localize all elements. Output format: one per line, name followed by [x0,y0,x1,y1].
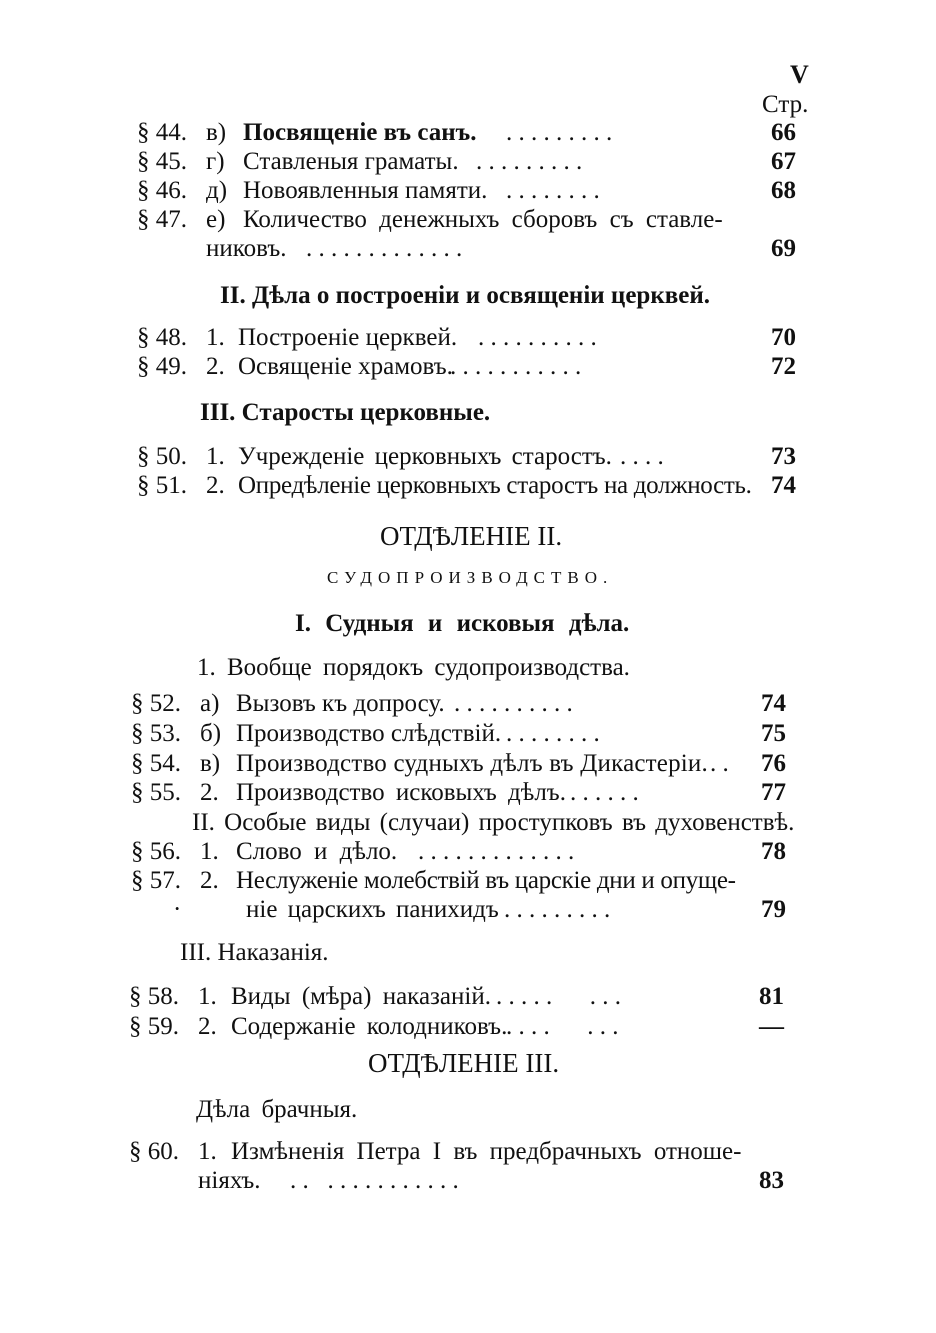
toc-mark-46: д) [206,177,228,204]
toc-title-52: Вызовъ къ допросу. [236,690,445,717]
toc-para-50: § 50. [137,443,187,470]
toc-para-56: § 56. [131,838,181,865]
toc-para-60: § 60. [129,1138,179,1165]
toc-dots-48: . . . . . . . . . . [478,324,597,351]
toc-dots-44: . . . . . . . . . [506,119,613,146]
toc-title-57: Неслуженіе молебствій въ царскіе дни и опуще- [236,867,736,894]
toc-para-48: § 48. [137,324,187,351]
toc-para-52: § 52. [131,690,181,717]
toc-cont-60: ніяхъ. [198,1167,261,1194]
toc-dots-52: . . . . . . . . . . [454,690,573,717]
toc-page-51: 74 [771,472,796,499]
toc-page-60: 83 [759,1167,784,1194]
toc-page-48: 70 [771,324,796,351]
toc-page-59: — [759,1013,784,1040]
division-subtitle-procedure: СУДОПРОИЗВОДСТВО. [327,568,614,587]
toc-mark-56: 1. [200,838,219,865]
toc-mark-60: 1. [198,1138,217,1165]
division-heading-2: ОТДѢЛЕНІЕ II. [380,521,563,551]
toc-title-54: Производство судныхъ дѣлъ въ Дикастеріи. [236,750,708,777]
toc-stray-mark-57: · [173,896,182,923]
toc-para-55: § 55. [131,779,181,806]
toc-title-48: Построеніе церквей. [238,324,458,351]
toc-title-56: Слово и дѣло. [236,838,398,865]
toc-para-45: § 45. [137,148,187,175]
subsection-heading-punishments: III. Наказанія. [180,939,329,966]
toc-page-50: 73 [771,443,796,470]
toc-title-46: Новоявленныя памяти. [243,177,488,204]
toc-dots-53: . . . . . . . . [506,720,600,747]
toc-mark-47: е) [206,206,226,233]
toc-mark-51: 2. [206,472,225,499]
toc-dots-57: . . . . . . . . . [504,896,611,923]
toc-mark-45: г) [206,148,225,175]
toc-title-47: Количество денежныхъ сборовъ съ ставле- [243,206,723,233]
toc-title-60: Измѣненія Петра I въ предбрачныхъ отноше- [231,1138,742,1165]
toc-cont-47: никовъ. [206,235,287,262]
toc-para-53: § 53. [131,720,181,747]
page-column-label: Стр. [762,91,809,118]
toc-title-58: Виды (мѣра) наказаній. [231,983,491,1010]
toc-page-54: 76 [761,750,786,777]
toc-title-51: Опредѣленіе церковныхъ старостъ на должность. [238,472,752,499]
toc-mark-48: 1. [206,324,225,351]
toc-page-49: 72 [771,353,796,380]
toc-dots-58: . . . . . . . . [496,983,621,1010]
toc-dots-47: . . . . . . . . . . . . . [306,235,463,262]
toc-para-49: § 49. [137,353,187,380]
subsection-heading-general-order: 1. Вообще порядокъ судопроизводства. [197,654,630,681]
toc-page-53: 75 [761,720,786,747]
toc-para-57: § 57. [131,867,181,894]
toc-para-46: § 46. [137,177,187,204]
toc-para-58: § 58. [129,983,179,1010]
toc-page-46: 68 [771,177,796,204]
toc-para-59: § 59. [129,1013,179,1040]
toc-title-50: Учрежденіе церковныхъ старостъ. [238,443,612,470]
toc-para-47: § 47. [137,206,187,233]
toc-para-51: § 51. [137,472,187,499]
toc-mark-55: 2. [200,779,219,806]
toc-para-54: § 54. [131,750,181,777]
toc-mark-50: 1. [206,443,225,470]
toc-dots-55: . . . . . . [570,779,639,806]
toc-dots-54: . . [710,750,729,777]
section-heading-marriage: Дѣла брачныя. [196,1096,358,1123]
toc-mark-54: в) [200,750,221,777]
toc-title-55: Производство исковыхъ дѣлъ. [236,779,566,806]
toc-dots-49: . . . . . . . . . . . [450,353,582,380]
toc-para-44: § 44. [137,119,187,146]
toc-page-58: 81 [759,983,784,1010]
toc-mark-49: 2. [206,353,225,380]
toc-dots-59: . . . . . . . [506,1013,619,1040]
toc-dots-46: . . . . . . . . [506,177,600,204]
toc-mark-53: б) [200,720,222,747]
toc-page-45: 67 [771,148,796,175]
subsection-heading-special-offences: II. Особые виды (случаи) проступковъ въ духовенствѣ. [192,809,795,836]
toc-mark-44: в) [206,119,227,146]
toc-mark-58: 1. [198,983,217,1010]
toc-title-45: Ставленыя граматы. [243,148,459,175]
toc-dots-56: . . . . . . . . . . . . . [418,838,575,865]
toc-page-56: 78 [761,838,786,865]
section-heading-wardens: III. Старосты церковные. [200,399,491,426]
toc-page-44: 66 [771,119,796,146]
toc-title-53: Производство слѣдствій. [236,720,502,747]
toc-mark-52: а) [200,690,220,717]
page-number: V [790,60,809,89]
toc-mark-59: 2. [198,1013,217,1040]
toc-dots-50: . . . . [620,443,664,470]
toc-cont-57: ніе царскихъ панихидъ [246,896,499,923]
division-heading-3: ОТДѢЛЕНІЕ III. [368,1048,560,1078]
toc-page-57: 79 [761,896,786,923]
toc-page-52: 74 [761,690,786,717]
toc-title-49: Освященіе храмовъ. [238,353,453,380]
toc-page-47: 69 [771,235,796,262]
section-heading-court-cases: I. Судныя и исковыя дѣла. [295,610,630,637]
toc-title-44: Посвященіе въ санъ. [243,119,477,146]
toc-mark-57: 2. [200,867,219,894]
toc-page-55: 77 [761,779,786,806]
toc-title-59: Содержаніе колодниковъ. [231,1013,508,1040]
section-heading-churches: II. Дѣла о построеніи и освященіи церквей. [220,282,710,309]
toc-dots-60: . . . . . . . . . . . . . [290,1167,459,1194]
toc-dots-45: . . . . . . . . . [476,148,583,175]
